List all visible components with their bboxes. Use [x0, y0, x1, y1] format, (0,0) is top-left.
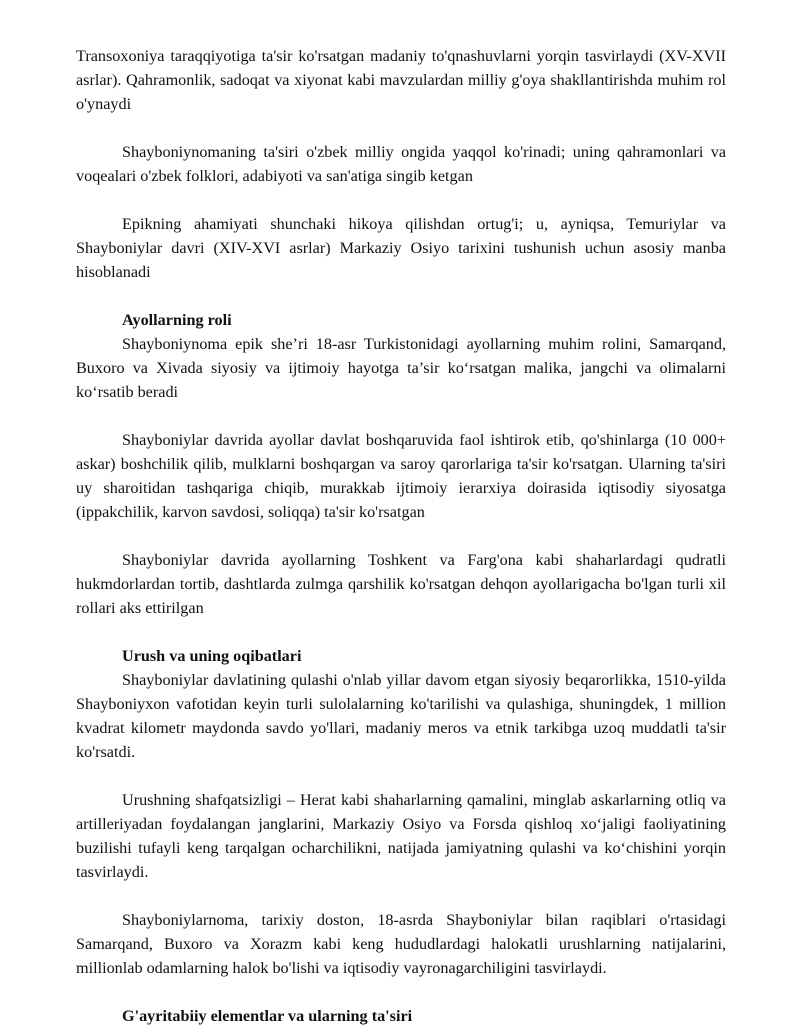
paragraph-2: Shayboniynomaning ta'siri o'zbek milliy ongida yaqqol ko'rinadi; uning qahramonlari va voqealari o'zbek folklori, adabiyoti va san'atiga singib ketgan	[76, 143, 726, 185]
paragraph-3: Epikning ahamiyati shunchaki hikoya qilishdan ortug'i; u, ayniqsa, Temuriylar va Shayboniylar davri (XIV-XVI asrlar) Markaziy Osiyo tarixini tushunish uchun asosiy manba hisoblanadi	[76, 215, 726, 281]
document-page	[76, 44, 726, 1028]
heading-gayritabiiy-elementlar: G'ayritabiiy elementlar va ularning ta'siri	[122, 1007, 413, 1025]
paragraph-5: Shayboniylar davrida ayollar davlat boshqaruvida faol ishtirok etib, qo'shinlarga (10 000+ askar) boshchilik qilib, mulklarni boshqargan va saroy qarorlariga ta'sir ko'rsatgan. Ularning ta'siri uy sharoitidan tashqariga chiqib, murakkab ijtimoiy ierarxiya doirasida iqtisodiy siyosatga (ippakchilik, karvon savdosi, soliqqa) ta'sir ko'rsatgan	[76, 431, 726, 521]
heading-ayollarning-roli: Ayollarning roli	[122, 311, 232, 329]
paragraph-6: Shayboniylar davrida ayollarning Toshkent va Farg'ona kabi shaharlardagi qudratli hukmdorlardan tortib, dashtlarda zulmga qarshilik ko'rsatgan dehqon ayollarigacha bo'lgan turli xil rollari aks ettirilgan	[76, 551, 726, 617]
paragraph-8: Urushning shafqatsizligi – Herat kabi shaharlarning qamalini, minglab askarlarning otliq va artilleriyadan foydalangan janglarini, Markaziy Osiyo va Forsda qishloq xo‘jaligi faoliyatining buzilishi tufayli keng tarqalgan ocharchilikni, natijada jamiyatning qulashi va ko‘chishini yorqin tasvirlaydi.	[76, 791, 726, 881]
paragraph-1: Transoxoniya taraqqiyotiga ta'sir ko'rsatgan madaniy to'qnashuvlarni yorqin tasvirlaydi (XV-XVII asrlar). Qahramonlik, sadoqat va xiyonat kabi mavzulardan milliy g'oya shakllantirishda muhim rol o'ynaydi	[76, 47, 726, 113]
heading-urush-va-oqibatlari: Urush va uning oqibatlari	[122, 647, 302, 665]
paragraph-4: Shayboniynoma epik she’ri 18-asr Turkistonidagi ayollarning muhim rolini, Samarqand, Buxoro va Xivada siyosiy va ijtimoiy hayotga ta’sir ko‘rsatgan malika, jangchi va olimalarni ko‘rsatib beradi	[76, 335, 726, 401]
paragraph-7: Shayboniylar davlatining qulashi o'nlab yillar davom etgan siyosiy beqarorlikka, 1510-yilda Shayboniyxon vafotidan keyin turli sulolalarning ko'tarilishi va qulashiga, shuningdek, 1 million kvadrat kilometr maydonda savdo yo'llari, madaniy meros va etnik tarkibga uzoq muddatli ta'sir ko'rsatdi.	[76, 671, 726, 761]
paragraph-9: Shayboniylarnoma, tarixiy doston, 18-asrda Shayboniylar bilan raqiblari o'rtasidagi Samarqand, Buxoro va Xorazm kabi keng hududlardagi halokatli urushlarning natijalarini, millionlab odamlarning halok bo'lishi va iqtisodiy vayronagarchiligini tasvirlaydi.	[76, 911, 726, 977]
